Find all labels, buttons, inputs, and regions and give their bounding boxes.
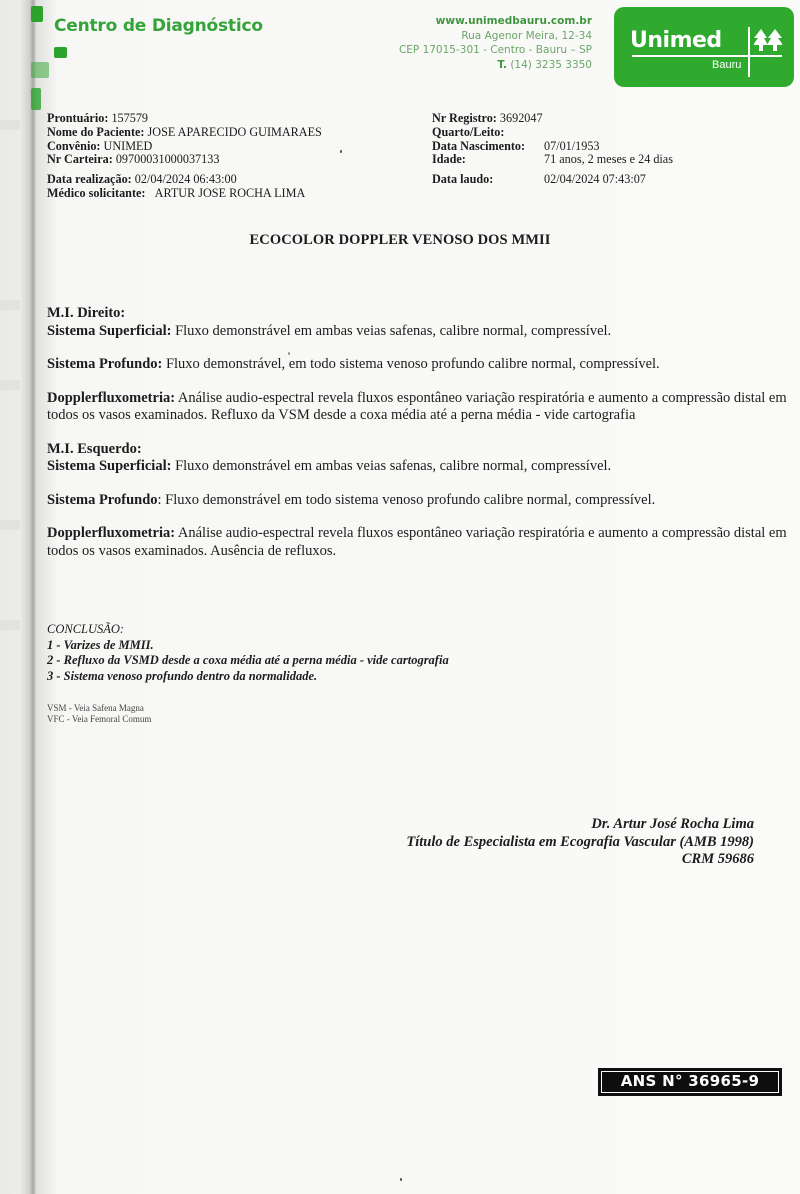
finding-paragraph [47,323,787,341]
finding-text: Fluxo demonstrável, em todo sistema venoso profundo calibre normal, compressível. [165,356,660,372]
ans-number: ANS N° 36965-9 [620,1072,760,1090]
finding-label: Dopplerfluxometria: [47,389,176,406]
address-line-1: Rua Agenor Meira, 12-34 [461,29,592,42]
finding-text: Análise audio-espectral revela fluxos espontâneo variação respiratória e aumento a compressão distal em todos os vasos examinados. Refluxo da VSM desde a coxa média até a perna média - vide cartografia [47,389,787,423]
finding-text: Fluxo demonstrável em ambas veias safenas, calibre normal, compressível. [175,458,612,474]
info-value: JOSE APARECIDO GUIMARAES [147,124,322,139]
section-heading-right-leg: M.I. Direito: [47,305,126,321]
conclusion-item: 1 - Varizes de MMII. [47,637,154,652]
brand-title: Centro de Diagnóstico [54,16,263,36]
page-fold-edge [0,0,36,1194]
info-value: 157579 [111,111,148,125]
finding-paragraph [47,356,787,374]
abbreviation-item: VFC - Veia Femoral Comum [47,713,152,724]
info-label: Médico solicitante: [47,185,146,200]
phone-number: (14) 3235 3350 [510,58,592,71]
info-value: 3692047 [499,111,543,125]
info-row-data-realizacao [47,173,322,187]
ans-badge [598,1068,782,1096]
finding-paragraph [47,458,787,476]
logo-city: Bauru [712,59,742,71]
info-label: Data Nascimento: [432,138,526,153]
info-row-medico-solicitante [47,187,322,201]
finding-text: Fluxo demonstrável em ambas veias safenas, calibre normal, compressível. [175,322,612,339]
finding-paragraph [47,390,787,425]
bleed-through-mark [0,120,20,130]
finding-text: : Fluxo demonstrável em todo sistema venoso profundo calibre normal, compressível. [157,491,656,508]
info-label: Nome do Paciente: [47,124,145,139]
info-row-convenio [47,140,322,154]
conclusion-item: 3 - Sistema venoso profundo dentro da normalidade. [47,668,318,683]
doctor-crm: CRM 59686 [681,851,754,867]
bleed-through-mark [0,300,20,310]
abbreviation-item: VSM - Veia Safena Magna [47,703,144,713]
info-label: Nr Carteira: [47,152,113,167]
info-value: 71 anos, 2 meses e 24 dias [544,152,673,167]
logo-divider-horizontal [632,55,782,57]
info-value: 02/04/2024 07:43:07 [544,172,646,187]
phone-line [399,58,592,73]
conclusion-block [47,622,449,684]
website-link[interactable]: www.unimedbauru.com.br [435,15,592,27]
green-mark [54,47,67,58]
green-mark [31,62,49,78]
finding-paragraph [47,492,787,510]
doctor-title: Título de Especialista em Ecografia Vascular (AMB 1998) [406,833,754,850]
info-value: 02/04/2024 06:43:00 [134,172,237,187]
bleed-through-mark [0,380,20,390]
info-row-data-nascimento [432,140,673,154]
finding-text: Análise audio-espectral revela fluxos espontâneo variação respiratória e aumento a compressão distal em todos os vasos examinados. Ausência de refluxos. [47,525,787,559]
finding-label: Dopplerfluxometria: [47,525,176,541]
abbreviations [47,703,151,724]
info-row-carteira [47,153,322,167]
report-body [47,305,787,576]
signature-block [406,816,754,869]
doctor-name: Dr. Artur José Rocha Lima [591,816,754,832]
info-label: Data realização: [47,172,132,187]
logo-name: Unimed [630,28,722,53]
scan-speck [288,352,290,355]
finding-label: Sistema Profundo [47,491,158,508]
green-mark [31,6,43,22]
finding-label: Sistema Superficial: [47,458,172,474]
finding-label: Sistema Profundo: [47,356,163,372]
info-label: Quarto/Leito: [432,124,505,139]
info-row-registro [432,112,673,126]
green-mark [31,88,41,110]
info-row-quarto-leito [432,126,673,140]
patient-info-left [47,112,322,201]
report-title: ECOCOLOR DOPPLER VENOSO DOS MMII [249,232,551,248]
finding-label: Sistema Superficial: [47,322,172,339]
phone-prefix: T. [497,58,507,71]
scan-speck [340,150,342,153]
info-value: UNIMED [103,138,153,153]
patient-info-right [432,112,673,187]
info-row-data-laudo [432,173,673,187]
info-label: Prontuário: [47,111,109,125]
logo-divider-vertical [748,27,750,77]
scan-speck [400,1178,402,1181]
info-value: 07/01/1953 [544,138,600,153]
info-row-idade [432,153,673,167]
info-label: Convênio: [47,138,101,153]
info-value: 09700031000037133 [115,152,220,167]
conclusion-item: 2 - Refluxo da VSMD desde a coxa média até a perna média - vide cartografia [47,653,449,667]
finding-paragraph [47,525,787,560]
info-label: Nr Registro: [432,111,497,125]
contact-block [399,14,592,72]
conclusion-heading: CONCLUSÃO: [47,622,125,636]
info-label: Data laudo: [432,172,494,187]
bleed-through-mark [0,620,20,630]
section-heading-left-leg: M.I. Esquerdo: [47,440,142,457]
info-row-prontuario [47,112,322,126]
bleed-through-mark [0,520,20,530]
unimed-logo [614,7,794,87]
address-line-2: CEP 17015-301 - Centro - Bauru – SP [398,44,592,56]
info-row-patient-name [47,126,322,140]
info-value: ARTUR JOSE ROCHA LIMA [154,185,306,200]
unimed-tree-icon [754,27,782,53]
info-label: Idade: [432,152,466,167]
